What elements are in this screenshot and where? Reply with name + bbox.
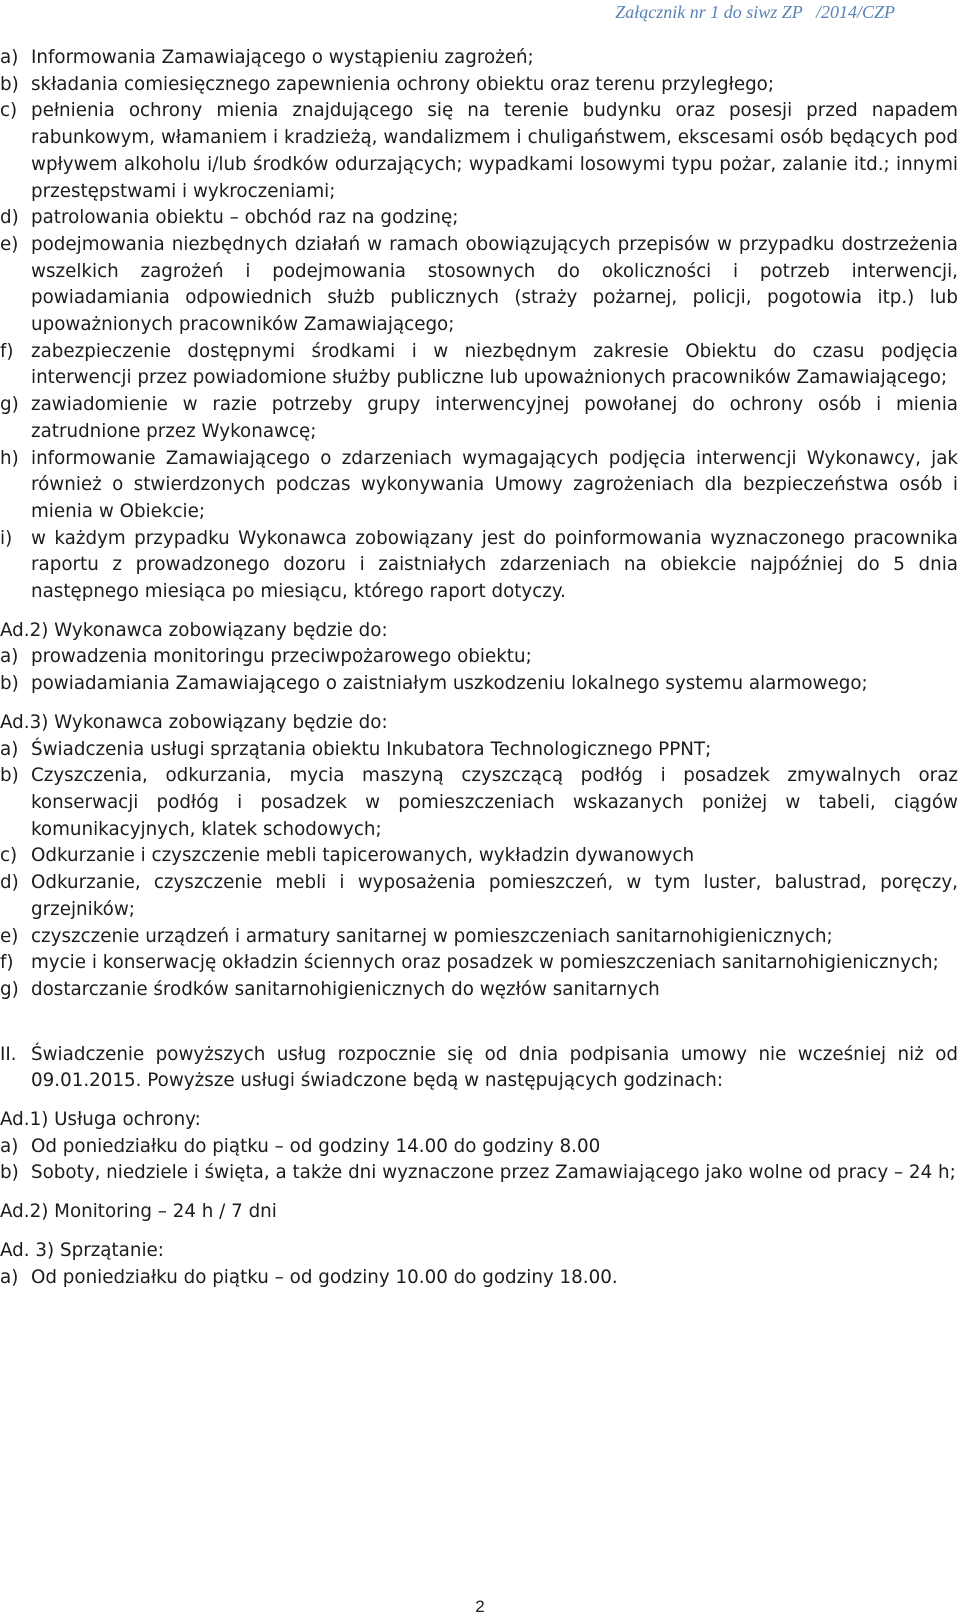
item-label: b) [0,1162,19,1184]
cleaning-duties-section [0,710,958,1004]
section-number: II. [0,1043,17,1065]
item-text: czyszczenie urządzeń i armatury sanitarnej w pomieszczeniach sanitarnohigienicznych; [31,925,833,947]
list-item [0,446,958,526]
list-item [0,45,958,72]
list-item [0,950,958,977]
item-label: d) [0,207,19,229]
item-label: e) [0,233,19,255]
item-text: mycie i konserwację okładzin ściennych oraz posadzek w pomieszczeniach sanitarnohigienicznych; [31,952,939,974]
page-number: 2 [475,1597,485,1616]
item-label: g) [0,394,19,416]
item-text: Odkurzanie i czyszczenie mebli tapicerowanych, wykładzin dywanowych [31,845,695,867]
item-label: i) [0,527,13,549]
section-heading: Ad.3) Wykonawca zobowiązany będzie do: [0,711,388,733]
item-label: a) [0,47,19,68]
item-label: e) [0,925,19,947]
item-label: c) [0,100,18,122]
document-body [0,45,958,1291]
list-item [0,924,958,951]
item-text: Informowania Zamawiającego o wystąpieniu zagrożeń; [31,47,534,68]
item-text: Świadczenia usługi sprzątania obiektu Inkubatora Technologicznego PPNT; [31,738,712,760]
item-text: Od poniedziałku do piątku – od godziny 10.00 do godziny 18.00. [31,1266,618,1288]
item-label: d) [0,872,19,894]
item-text: powiadamiania Zamawiającego o zaistniałym uszkodzeniu lokalnego systemu alarmowego; [31,673,868,695]
list-item [0,205,958,232]
list-item [0,977,958,1004]
list-item [0,392,958,445]
item-label: f) [0,952,14,974]
list-item [0,1160,958,1187]
list-item [0,763,958,843]
list-item [0,870,958,923]
monitoring-hours-heading: Ad.2) Monitoring – 24 h / 7 dni [0,1201,277,1223]
item-label: a) [0,738,19,760]
item-text: Od poniedziałku do piątku – od godziny 14.00 do godziny 8.00 [31,1135,601,1157]
item-text: zawiadomienie w razie potrzeby grupy interwencyjnej powołanej do ochrony osób i mienia zatrudnione przez Wykonawcę; [31,394,958,442]
item-label: c) [0,845,18,867]
item-label: b) [0,765,19,787]
item-label: a) [0,1266,19,1288]
list-item [0,339,958,392]
item-label: b) [0,73,19,95]
item-text: prowadzenia monitoringu przeciwpożarowego obiektu; [31,646,532,668]
section-text: Świadczenie powyższych usług rozpocznie się od dnia podpisania umowy nie wcześniej niż od 09.01.2015. Powyższe usługi świadczone będą w następujących godzinach: [31,1043,958,1092]
list-item [0,843,958,870]
list-item [0,526,958,606]
annex-header: Załącznik nr 1 do siwz ZP /2014/CZP [615,2,895,22]
item-text: informowanie Zamawiającego o zdarzeniach wymagających podjęcia interwencji Wykonawcy, jak również o stwierdzonych podczas wykonywania Umowy zagrożeniach dla bezpieczeństwa osób i mienia w Obiekcie; [31,447,958,522]
item-label: f) [0,340,14,362]
item-text: podejmowania niezbędnych działań w ramach obowiązujących przepisów w przypadku dostrzeżenia wszelkich zagrożeń i podejmowania stosownych do okoliczności i potrzeb interwencji, powiadamiania odpowiednich służb publicznych (straży pożarnej, policji, pogotowia itp.) lub upoważnionych pracowników Zamawiającego; [31,233,958,336]
item-text: Soboty, niedziele i święta, a także dni wyznaczone przez Zamawiającego jako wolne od pracy – 24 h; [31,1162,956,1184]
section-ii-paragraph [0,1042,958,1095]
item-label: h) [0,447,19,469]
item-label: a) [0,646,19,668]
item-label: b) [0,673,19,695]
item-label: g) [0,978,19,1000]
list-item [0,1265,958,1292]
list-item [0,232,958,339]
item-text: Czyszczenia, odkurzania, mycia maszyną czyszczącą podłóg i posadzek zmywalnych oraz konserwacji podłóg i posadzek w pomieszczeniach wskazanych poniżej w tabeli, ciągów komunikacyjnych, klatek schodowych; [31,765,958,840]
monitoring-duties-section [0,618,958,698]
item-text: w każdym przypadku Wykonawca zobowiązany jest do poinformowania wyznaczonego pracownika raportu z prowadzonego dozoru i zaistniałych zdarzeniach na obiekcie najpóźniej do 5 dnia następnego miesiąca po miesiącu, którego raport dotyczy. [31,527,958,603]
security-hours-section [0,1107,958,1187]
item-label: a) [0,1135,19,1157]
list-item [0,1134,958,1161]
cleaning-hours-section [0,1238,958,1291]
security-duties-list [0,45,958,606]
list-item [0,72,958,99]
section-heading: Ad.1) Usługa ochrony: [0,1109,201,1131]
list-item [0,644,958,671]
item-text: patrolowania obiektu – obchód raz na godzinę; [31,207,459,229]
section-heading: Ad. 3) Sprzątanie: [0,1239,164,1261]
section-heading: Ad.2) Wykonawca zobowiązany będzie do: [0,619,388,641]
list-item [0,737,958,764]
item-text: zabezpieczenie dostępnymi środkami i w niezbędnym zakresie Obiektu do czasu podjęcia interwencji przez powiadomione służby publiczne lub upoważnionych pracowników Zamawiającego; [31,340,958,389]
item-text: składania comiesięcznego zapewnienia ochrony obiektu oraz terenu przyległego; [31,73,775,95]
item-text: dostarczanie środków sanitarnohigienicznych do węzłów sanitarnych [31,978,660,1000]
item-text: pełnienia ochrony mienia znajdującego się na terenie budynku oraz posesji przed napadem rabunkowym, włamaniem i kradzieżą, wandalizmem i chuligaństwem, ekscesami osób będących pod wpływem alkoholu i/lub środków odurzających; wypadkami losowymi typu pożar, zalanie itd.; innymi przestępstwami i wykroczeniami; [31,100,958,202]
list-item [0,98,958,205]
item-text: Odkurzanie, czyszczenie mebli i wyposażenia pomieszczeń, w tym luster, balustrad, poręczy, grzejników; [31,872,958,920]
list-item [0,671,958,698]
